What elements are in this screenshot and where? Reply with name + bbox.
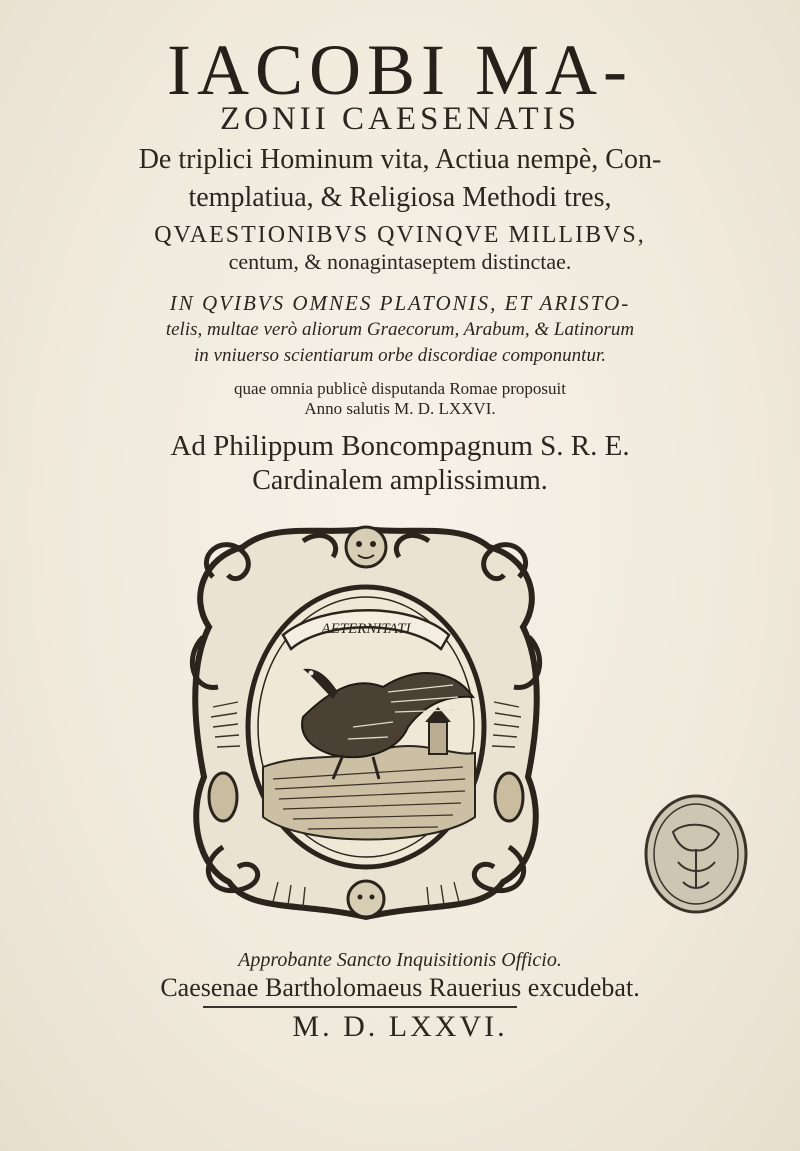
title-line-1: De triplici Hominum vita, Actiua nempè, Con- xyxy=(138,144,662,175)
eagle-woodcut-icon xyxy=(183,517,549,935)
dedication-line-1: Ad Philippum Boncompagnum S. R. E. xyxy=(170,430,630,462)
description-line-1: IN QVIBVS OMNES PLATONIS, ET ARISTO- xyxy=(169,291,631,315)
disputation-note-line-2: Anno salutis M. D. LXXVI. xyxy=(304,399,496,418)
motto-text: AETERNITATI xyxy=(321,621,411,637)
subtitle-line-1: QVAESTIONIBVS QVINQVE MILLIBVS, xyxy=(154,222,646,248)
title-line-2: templatiua, & Religiosa Methodi tres, xyxy=(188,182,612,213)
publication-date: M. D. LXXVI. xyxy=(292,1010,508,1043)
disputation-note-line-1: quae omnia publicè disputanda Romae proposuit xyxy=(234,379,566,398)
dedication-line-2: Cardinalem amplissimum. xyxy=(252,465,548,496)
subtitle-line-2: centum, & nonagintaseptem distinctae. xyxy=(228,249,572,274)
library-stamp-icon xyxy=(643,792,749,916)
author-name-line-2: ZONII CAESENATIS xyxy=(219,101,581,137)
description-line-2: telis, multae verò aliorum Graecorum, Arabum, & Latinorum xyxy=(165,319,635,340)
description-line-3: in vniuerso scientiarum orbe discordiae componuntur. xyxy=(194,345,606,366)
printer-line: Caesenae Bartholomaeus Rauerius excudebat. xyxy=(160,973,640,1002)
approval-line: Approbante Sancto Inquisitionis Officio. xyxy=(238,949,562,971)
imprint-rule xyxy=(203,1006,517,1008)
author-name-line-1: IACOBI MA- xyxy=(167,30,633,110)
